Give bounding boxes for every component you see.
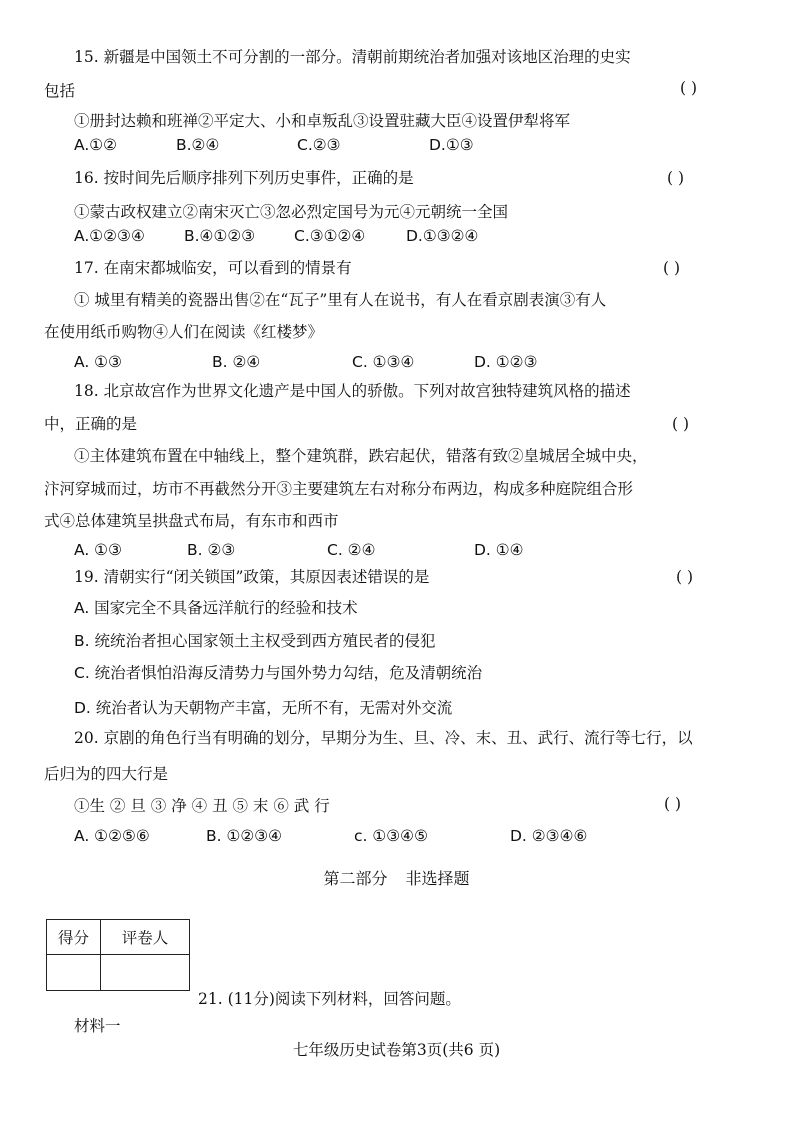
q18-option-b: B. ②③	[187, 541, 236, 559]
q20-stem-line2: 后归为的四大行是	[44, 765, 169, 783]
q16-option-c: C.③①②④	[294, 227, 366, 245]
section-title: 非选择题	[405, 869, 470, 888]
q19-option-c: C. 统治者惧怕沿海反清势力与国外势力勾结，危及清朝统治	[74, 664, 483, 682]
q15-option-c: C.②③	[297, 136, 341, 154]
q18-items-line3: 式④总体建筑呈拱盘式布局，有东市和西市	[44, 512, 339, 530]
q20-items: ①生 ② 旦 ③ 净 ④ 丑 ⑤ 末 ⑥ 武 行	[74, 797, 330, 815]
q21-stem: 21. (11分)阅读下列材料，回答问题。	[198, 990, 461, 1008]
grader-cell[interactable]	[101, 955, 190, 991]
q18-items-line1: ①主体建筑布置在中轴线上，整个建筑群，跌宕起伏，错落有致②皇城居全城中央，	[74, 447, 648, 465]
q19-stem: 19. 清朝实行“闭关锁国”政策，其原因表述错误的是	[74, 568, 430, 586]
q17-option-c: C. ①③④	[352, 353, 415, 371]
q15-option-d: D.①③	[429, 136, 474, 154]
q19-option-a: A. 国家完全不具备远洋航行的经验和技术	[74, 599, 358, 617]
q19-option-b: B. 统统治者担心国家领土主权受到西方殖民者的侵犯	[74, 632, 436, 650]
q16-answer-bracket: ( )	[667, 169, 685, 187]
q15-option-a: A.①②	[74, 136, 118, 154]
q17-items-line1: ① 城里有精美的瓷器出售②在“瓦子”里有人在说书，有人在看京剧表演③有人	[74, 291, 607, 309]
q18-stem-line2: 中，正确的是	[44, 415, 138, 433]
q17-option-d: D. ①②③	[474, 353, 538, 371]
score-table	[46, 919, 190, 991]
q15-stem-line2: 包括	[44, 82, 76, 100]
q18-stem-line1: 18. 北京故宫作为世界文化遗产是中国人的骄傲。下列对故宫独特建筑风格的描述	[74, 382, 631, 400]
q18-items-line2: 汴河穿城而过，坊市不再截然分开③主要建筑左右对称分布两边，构成多种庭院组合形	[44, 480, 634, 498]
q17-option-b: B. ②④	[212, 353, 261, 371]
section-part: 第二部分	[323, 869, 388, 888]
q15-stem-line1: 15. 新疆是中国领土不可分割的一部分。清朝前期统治者加强对该地区治理的史实	[74, 48, 631, 66]
score-header: 得分	[47, 920, 101, 955]
q15-option-b: B.②④	[176, 136, 220, 154]
q18-answer-bracket: ( )	[672, 415, 690, 433]
q19-answer-bracket: ( )	[676, 568, 694, 586]
q21-material-label: 材料一	[74, 1017, 121, 1035]
q15-items: ①册封达赖和班禅②平定大、小和卓叛乱③设置驻藏大臣④设置伊犁将军	[74, 112, 571, 130]
q19-option-d: D. 统治者认为天朝物产丰富，无所不有，无需对外交流	[74, 699, 453, 717]
q20-stem-line1: 20. 京剧的角色行当有明确的划分，早期分为生、旦、冷、末、丑、武行、流行等七行，以	[74, 729, 693, 747]
q20-option-c: c. ①③④⑤	[354, 827, 428, 845]
q18-option-c: C. ②④	[327, 541, 376, 559]
q16-option-a: A.①②③④	[74, 227, 145, 245]
q18-option-d: D. ①④	[474, 541, 524, 559]
q16-items: ①蒙古政权建立②南宋灭亡③忽必烈定国号为元④元朝统一全国	[74, 203, 509, 221]
q20-option-d: D. ②③④⑥	[510, 827, 588, 845]
q17-answer-bracket: ( )	[663, 259, 681, 277]
page-footer: 七年级历史试卷第3页(共6 页)	[292, 1041, 501, 1059]
q16-option-d: D.①③②④	[406, 227, 479, 245]
q17-items-line2: 在使用纸币购物④人们在阅读《红楼梦》	[44, 323, 324, 341]
q15-answer-bracket: ( )	[680, 79, 698, 97]
q17-option-a: A. ①③	[74, 353, 122, 371]
score-cell[interactable]	[47, 955, 101, 991]
q18-option-a: A. ①③	[74, 541, 122, 559]
q20-answer-bracket: ( )	[664, 795, 682, 813]
q16-option-b: B.④①②③	[184, 227, 256, 245]
q20-option-a: A. ①②⑤⑥	[74, 827, 150, 845]
q16-stem: 16. 按时间先后顺序排列下列历史事件，正确的是	[74, 169, 414, 187]
q20-option-b: B. ①②③④	[206, 827, 283, 845]
q17-stem: 17. 在南宋都城临安，可以看到的情景有	[74, 259, 352, 277]
section-heading	[0, 869, 793, 889]
grader-header: 评卷人	[101, 920, 190, 955]
